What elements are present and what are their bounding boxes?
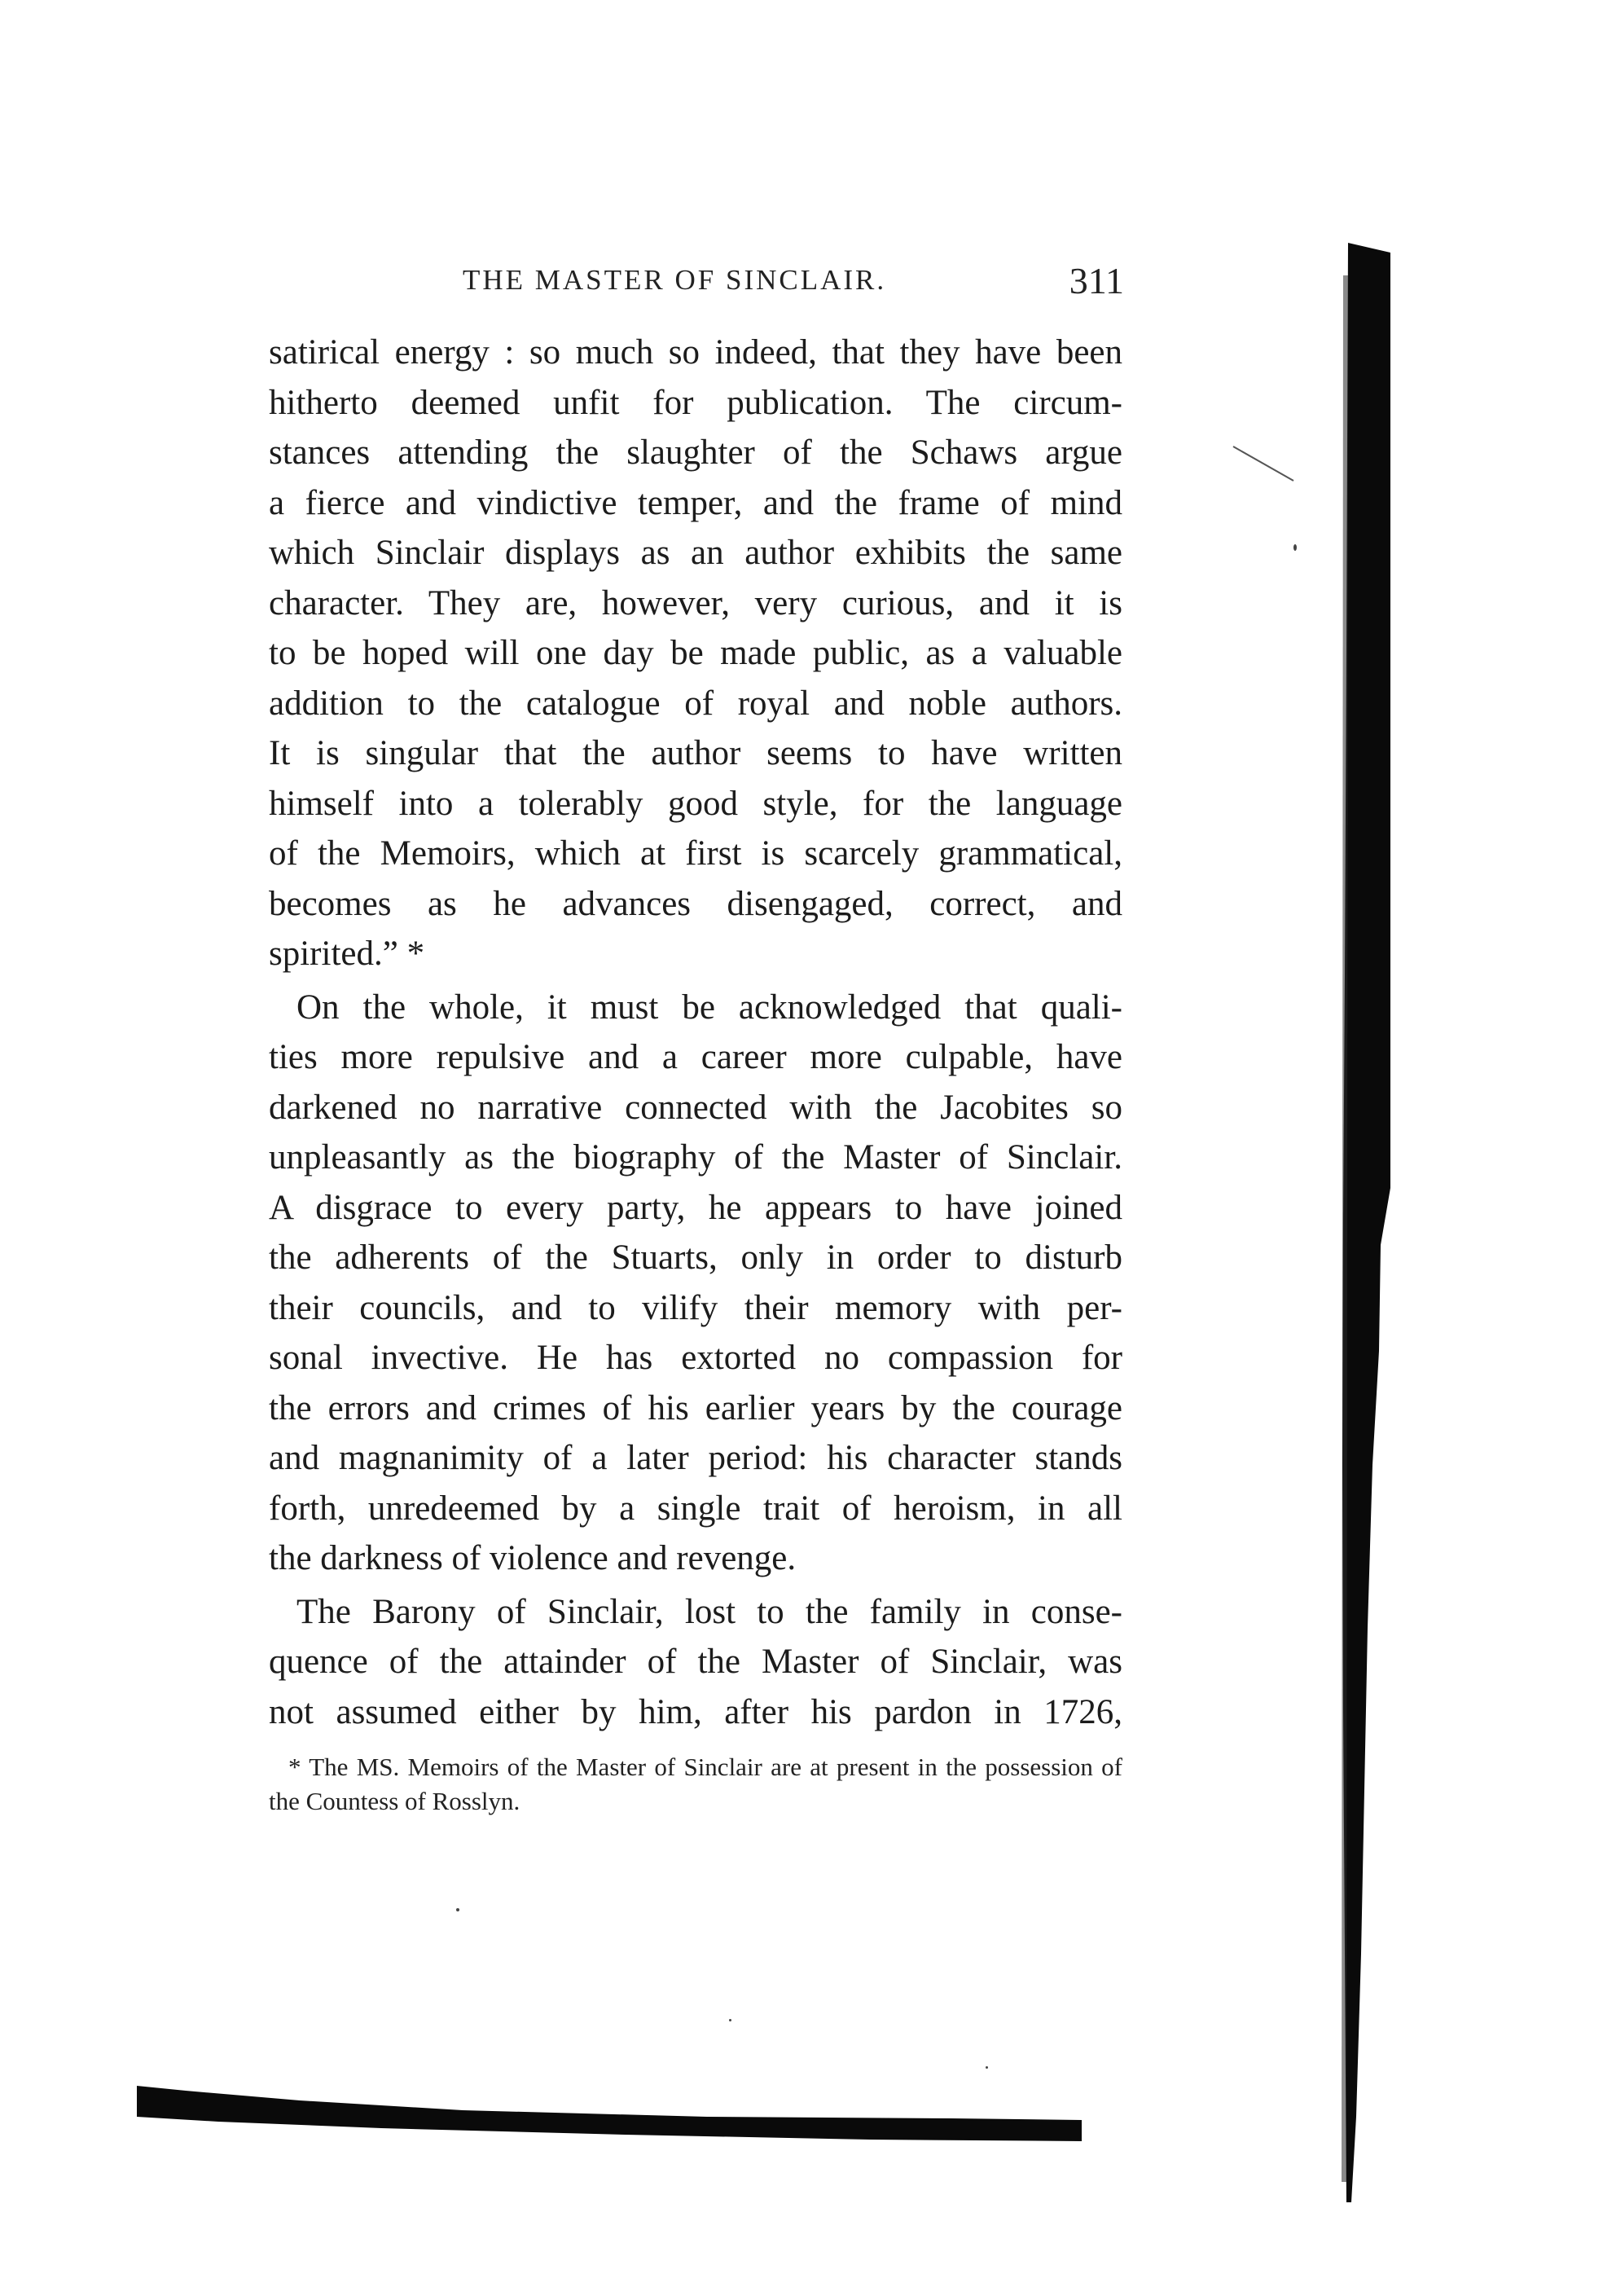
text-line: to be hoped will one day be made public, as a valuable	[269, 634, 1122, 672]
text-line: a fierce and vindictive temper, and the frame of mind	[269, 483, 1122, 522]
text-line: which Sinclair displays as an author exhibits the same	[269, 534, 1122, 572]
paragraph-barony-of-sinclair	[269, 1587, 1122, 1738]
body-text	[269, 328, 1122, 1737]
scan-speck	[1293, 544, 1297, 551]
paragraph-satirical-energy	[269, 328, 1122, 979]
text-line: not assumed either by him, after his pardon in 1726,	[269, 1692, 1122, 1731]
scan-edge-right	[1340, 243, 1390, 2202]
text-line: The Barony of Sinclair, lost to the family in conse-	[296, 1592, 1122, 1631]
footnote: * The MS. Memoirs of the Master of Sinclair are at present in the possession of the Countess of Rosslyn.	[269, 1753, 1122, 1815]
text-line: character. They are, however, very curious, and it is	[269, 583, 1122, 622]
text-line: of the Memoirs, which at first is scarcely grammatical,	[269, 834, 1122, 873]
text-line: ties more repulsive and a career more culpable, have	[269, 1038, 1122, 1076]
running-header	[269, 259, 1124, 308]
scan-speck	[986, 2066, 988, 2069]
text-line: unpleasantly as the biography of the Master of Sinclair.	[269, 1138, 1122, 1177]
text-line: their councils, and to vilify their memory with per-	[269, 1288, 1122, 1327]
text-line: darkened no narrative connected with the Jacobites so	[269, 1088, 1122, 1127]
scan-edge-bottom	[137, 2084, 1082, 2141]
text-line: himself into a tolerably good style, for the language	[269, 784, 1122, 823]
text-line: satirical energy : so much so indeed, that they have been	[269, 333, 1122, 372]
text-line: spirited.” *	[269, 935, 425, 973]
text-line: sonal invective. He has extorted no compassion for	[269, 1339, 1122, 1377]
text-line: On the whole, it must be acknowledged that quali-	[296, 987, 1122, 1027]
text-line: stances attending the slaughter of the Schaws argue	[269, 433, 1122, 472]
running-title: THE MASTER OF SINCLAIR.	[463, 264, 887, 296]
scan-speck	[456, 1908, 459, 1911]
paragraph-on-the-whole	[269, 983, 1122, 1584]
text-line: the darkness of violence and revenge.	[269, 1539, 797, 1577]
text-line: forth, unredeemed by a single trait of heroism, in all	[269, 1489, 1122, 1528]
scan-mark	[1232, 443, 1297, 484]
text-line: addition to the catalogue of royal and noble authors.	[269, 684, 1122, 723]
text-line: the errors and crimes of his earlier years by the courage	[269, 1388, 1122, 1427]
scan-speck	[729, 2019, 731, 2021]
text-line: becomes as he advances disengaged, correct, and	[269, 884, 1122, 923]
text-line: quence of the attainder of the Master of Sinclair, was	[269, 1643, 1122, 1681]
text-line: It is singular that the author seems to have written	[269, 734, 1122, 772]
page-number: 311	[1069, 260, 1124, 301]
text-line: the adherents of the Stuarts, only in order to disturb	[269, 1238, 1122, 1277]
text-line: A disgrace to every party, he appears to have joined	[269, 1188, 1122, 1227]
text-line: hitherto deemed unfit for publication. The circum-	[269, 383, 1122, 422]
text-line: and magnanimity of a later period: his character stands	[269, 1439, 1122, 1477]
